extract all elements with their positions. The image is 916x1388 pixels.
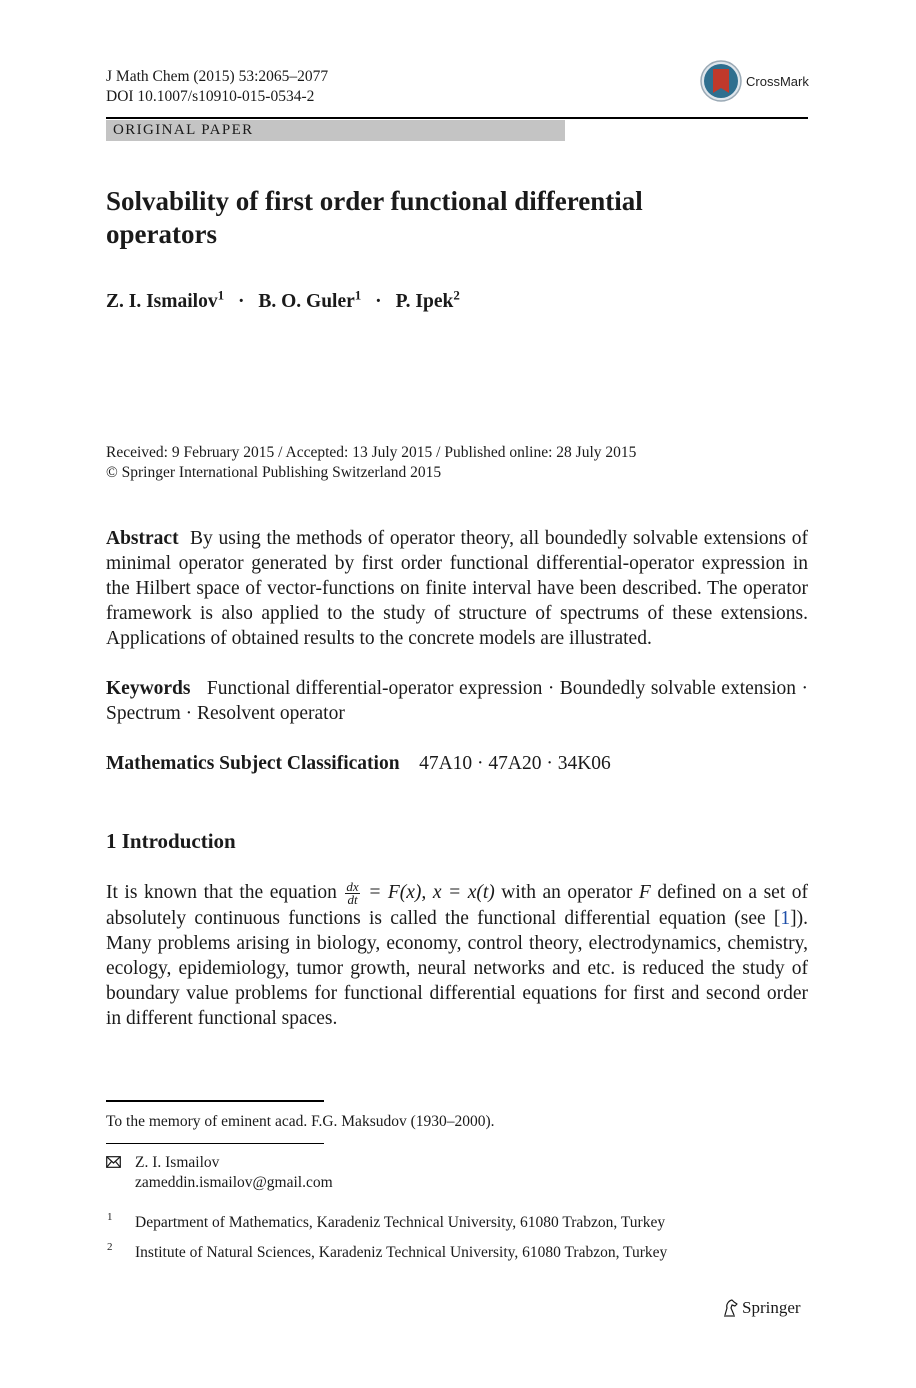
keywords-label: Keywords [106, 678, 191, 699]
author-separator: · [375, 290, 382, 312]
abstract-text: By using the methods of operator theory, all boundedly solvable extensions of minimal operator generated by first order functional differential-operator expression in the Hilbert space of vector-functions on finite interval have been described. The operator framework is also applied to the study of structure of spectrums of these extensions. Applications of obtained results to the concrete models are illustrated. [106, 528, 808, 649]
author: P. Ipek$^2$ [395, 287, 460, 312]
crossmark-icon [700, 60, 742, 102]
crossmark-label: CrossMark [746, 73, 809, 89]
header-rule [106, 117, 808, 119]
abstract-label: Abstract [106, 528, 179, 549]
footnote: To the memory of eminent acad. F.G. Maksudov (1930–2000). [106, 1113, 495, 1130]
author: Z. I. Ismailov$^1$ [106, 287, 225, 312]
author-separator: · [237, 290, 245, 312]
affiliation: Institute of Natural Sciences, Karadeniz Technical University, 61080 Trabzon, Turkey [135, 1244, 668, 1261]
footnote-divider [106, 1143, 324, 1144]
crossmark-badge[interactable] [700, 60, 809, 102]
publisher-logo [722, 1298, 801, 1318]
journal-citation: J Math Chem (2015) 53:2065–2077 [106, 68, 329, 85]
intro-paragraph: It is known that the equation $\frac{dx}{dt}$ = F(x), x = x(t) with an operator F defined on a set of absolutely continuous functions is called the functional differential equation (see [1]). Many problems arising in biology, economy, control theory, electrodynamics, chemistry, ecology, epidemiology, tumor growth, neural networks and etc. is reduced the study of boundary value problems for functional differential equations for first and second order in different functional spaces. [106, 879, 809, 1030]
paper-type: ORIGINAL PAPER [113, 122, 254, 138]
publisher-name: Springer [742, 1298, 801, 1317]
msc-text: 47A10 · 47A20 · 34K06 [419, 753, 611, 774]
footnote-rule [106, 1100, 324, 1102]
fraction: $\frac{dx}{dt}$ [346, 879, 359, 908]
copyright: © Springer International Publishing Switzerland 2015 [106, 464, 442, 481]
abstract [106, 526, 808, 651]
springer-horse-icon [722, 1299, 738, 1317]
equation: = F(x), x = x(t) [368, 882, 495, 903]
msc-label: Mathematics Subject Classification [106, 753, 400, 774]
journal-info [106, 67, 328, 107]
msc-classification [106, 751, 808, 776]
corresponding-email[interactable]: zameddin.ismailov@gmail.com [135, 1174, 333, 1191]
envelope-icon [106, 1155, 121, 1173]
corresponding-name: Z. I. Ismailov [135, 1154, 220, 1171]
citation-link[interactable]: 1 [780, 908, 791, 930]
keywords-text: Functional differential-operator expression · Boundedly solvable extension · Spectrum · Resolvent operator [106, 678, 808, 724]
affiliation-number: 2 [107, 1241, 113, 1253]
section-heading: 1 Introduction [106, 829, 236, 853]
corresponding-author [135, 1153, 333, 1193]
publication-info [106, 443, 636, 483]
affiliation-number: 1 [107, 1211, 113, 1223]
doi[interactable]: DOI 10.1007/s10910-015-0534-2 [106, 88, 315, 105]
author-list [106, 283, 460, 314]
author: B. O. Guler$^1$ [258, 287, 362, 312]
keywords [106, 676, 808, 726]
affiliation: Department of Mathematics, Karadeniz Technical University, 61080 Trabzon, Turkey [135, 1214, 666, 1231]
paper-title: Solvability of first order functional differential operators [106, 186, 643, 249]
publication-dates: Received: 9 February 2015 / Accepted: 13 July 2015 / Published online: 28 July 2015 [106, 444, 637, 461]
